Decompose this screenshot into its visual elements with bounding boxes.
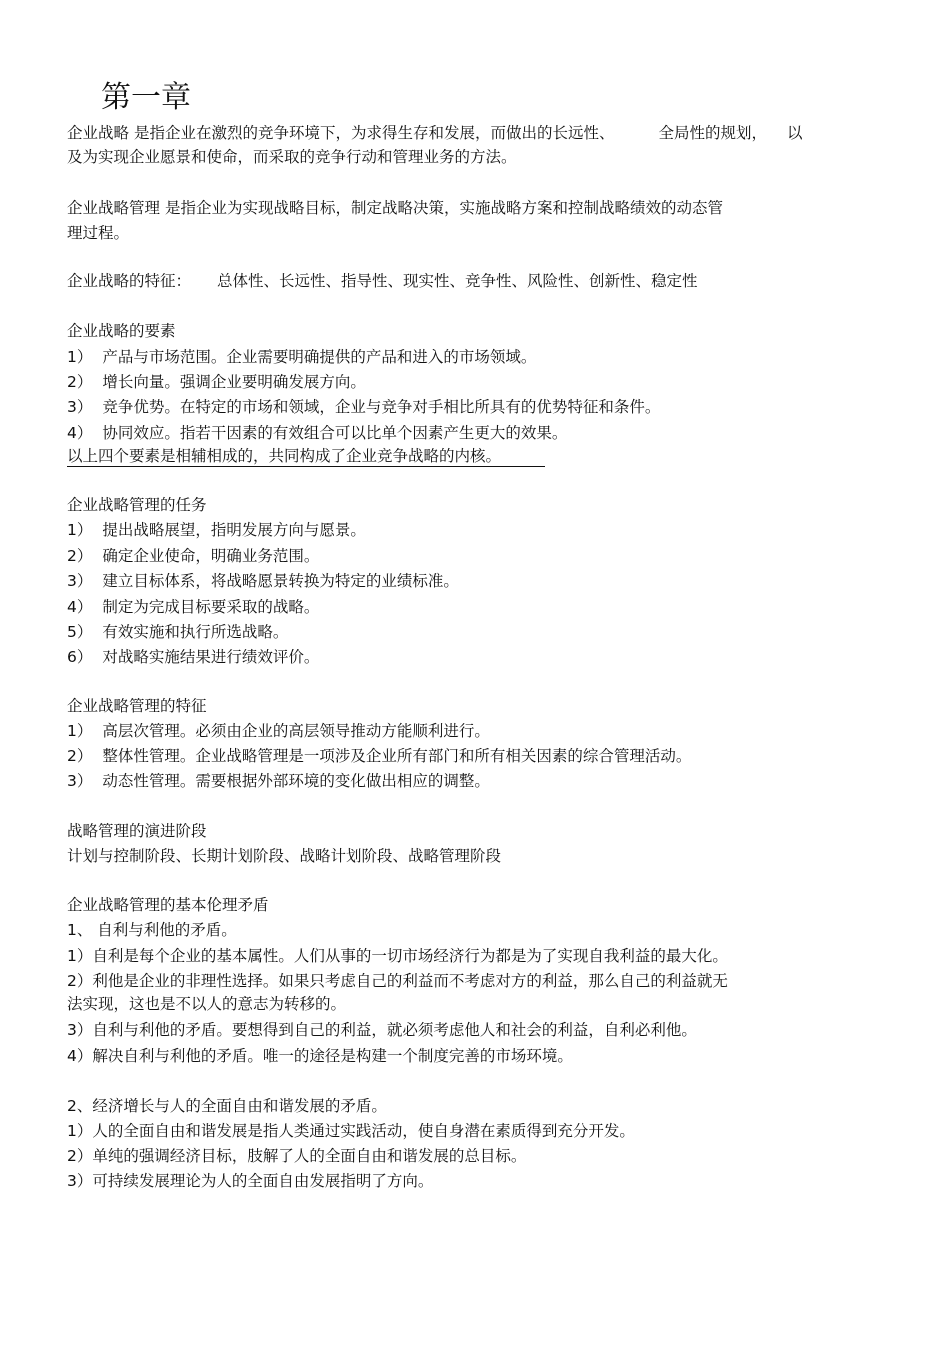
item-text: 动态性管理。需要根据外部环境的变化做出相应的调整。	[102, 772, 490, 790]
item-number: 2）	[67, 373, 93, 391]
list-item: 1）自利是每个企业的基本属性。人们从事的一切市场经济行为都是为了实现自我利益的最大化。	[67, 947, 728, 965]
list-item	[67, 570, 459, 592]
item-number: 1）	[67, 521, 93, 539]
def-management-line2: 理过程。	[67, 224, 130, 242]
def-strategy-line1	[67, 122, 803, 144]
item-text: 对战略实施结果进行绩效评价。	[102, 648, 320, 666]
list-item: 1）人的全面自由和谐发展是指人类通过实践活动，使自身潜在素质得到充分开发。	[67, 1122, 635, 1140]
def-management-line1	[67, 197, 723, 219]
list-item: 2）单纯的强调经济目标，肢解了人的全面自由和谐发展的总目标。	[67, 1147, 527, 1165]
def-management-term: 企业战略管理	[67, 199, 161, 217]
chapter-title: 第一章	[101, 80, 191, 115]
list-item	[67, 371, 366, 393]
item-number: 6）	[67, 648, 93, 666]
item-number: 4）	[67, 598, 93, 616]
def-management-text: 是指企业为实现战略目标，制定战略决策，实施战略方案和控制战略绩效的动态管	[164, 199, 723, 217]
evolution-heading: 战略管理的演进阶段	[67, 822, 207, 840]
def-strategy-text-c: 以	[786, 124, 803, 142]
list-item	[67, 596, 319, 618]
item-number: 2）	[67, 547, 93, 565]
item-text: 提出战略展望，指明发展方向与愿景。	[102, 521, 366, 539]
elements-summary	[67, 445, 545, 467]
list-item	[67, 745, 691, 767]
def-strategy-term: 企业战略	[67, 124, 130, 142]
list-item: 法实现，这也是不以人的意志为转移的。	[67, 995, 347, 1013]
item-text: 竞争优势。在特定的市场和领域，企业与竞争对手相比所具有的优势特征和条件。	[102, 398, 661, 416]
features-items: 总体性、长远性、指导性、现实性、竞争性、风险性、创新性、稳定性	[217, 272, 698, 290]
features-label: 企业战略的特征：	[67, 272, 192, 290]
item-number: 4）	[67, 424, 93, 442]
item-number: 5）	[67, 623, 93, 641]
list-item	[67, 770, 490, 792]
item-text: 产品与市场范围。企业需要明确提供的产品和进入的市场领域。	[102, 348, 537, 366]
list-item	[67, 621, 288, 643]
item-text: 有效实施和执行所选战略。	[102, 623, 289, 641]
list-item	[67, 545, 319, 567]
def-strategy-text-b: 全局性的规划，	[658, 124, 767, 142]
tasks-heading: 企业战略管理的任务	[67, 496, 207, 514]
list-item: 3）自利与利他的矛盾。要想得到自己的利益，就必须考虑他人和社会的利益，自利必利他。	[67, 1021, 697, 1039]
item-text: 制定为完成目标要采取的战略。	[102, 598, 320, 616]
features-line	[67, 270, 698, 292]
list-item	[67, 720, 490, 742]
list-item	[67, 396, 660, 418]
ethics-sub2: 2、经济增长与人的全面自由和谐发展的矛盾。	[67, 1097, 387, 1115]
elements-summary-text: 以上四个要素是相辅相成的，共同构成了企业竞争战略的内核。	[67, 447, 545, 467]
item-number: 1）	[67, 348, 93, 366]
list-item	[67, 346, 536, 368]
item-number: 3）	[67, 772, 93, 790]
item-text: 增长向量。强调企业要明确发展方向。	[102, 373, 366, 391]
ethics-sub1: 1、 自利与利他的矛盾。	[67, 921, 237, 939]
item-number: 1）	[67, 722, 93, 740]
item-number: 2）	[67, 747, 93, 765]
ethics-heading: 企业战略管理的基本伦理矛盾	[67, 896, 269, 914]
item-number: 3）	[67, 398, 93, 416]
list-item	[67, 646, 319, 668]
def-strategy-text-a: 是指企业在激烈的竞争环境下，为求得生存和发展，而做出的长远性、	[133, 124, 615, 142]
item-text: 高层次管理。必须由企业的高层领导推动方能顺利进行。	[102, 722, 490, 740]
item-text: 确定企业使命，明确业务范围。	[102, 547, 320, 565]
list-item: 2）利他是企业的非理性选择。如果只考虑自己的利益而不考虑对方的利益，那么自己的利益就无	[67, 972, 728, 990]
def-strategy-line2: 及为实现企业愿景和使命，而采取的竞争行动和管理业务的方法。	[67, 148, 517, 166]
list-item	[67, 519, 366, 541]
evolution-text: 计划与控制阶段、长期计划阶段、战略计划阶段、战略管理阶段	[67, 847, 502, 865]
item-number: 3）	[67, 572, 93, 590]
mgmt-features-heading: 企业战略管理的特征	[67, 697, 207, 715]
list-item: 4）解决自利与利他的矛盾。唯一的途径是构建一个制度完善的市场环境。	[67, 1047, 573, 1065]
item-text: 协同效应。指若干因素的有效组合可以比单个因素产生更大的效果。	[102, 424, 568, 442]
item-text: 整体性管理。企业战略管理是一项涉及企业所有部门和所有相关因素的综合管理活动。	[102, 747, 692, 765]
elements-heading: 企业战略的要素	[67, 322, 176, 340]
list-item: 3）可持续发展理论为人的全面自由发展指明了方向。	[67, 1172, 434, 1190]
item-text: 建立目标体系，将战略愿景转换为特定的业绩标准。	[102, 572, 459, 590]
list-item	[67, 422, 567, 444]
